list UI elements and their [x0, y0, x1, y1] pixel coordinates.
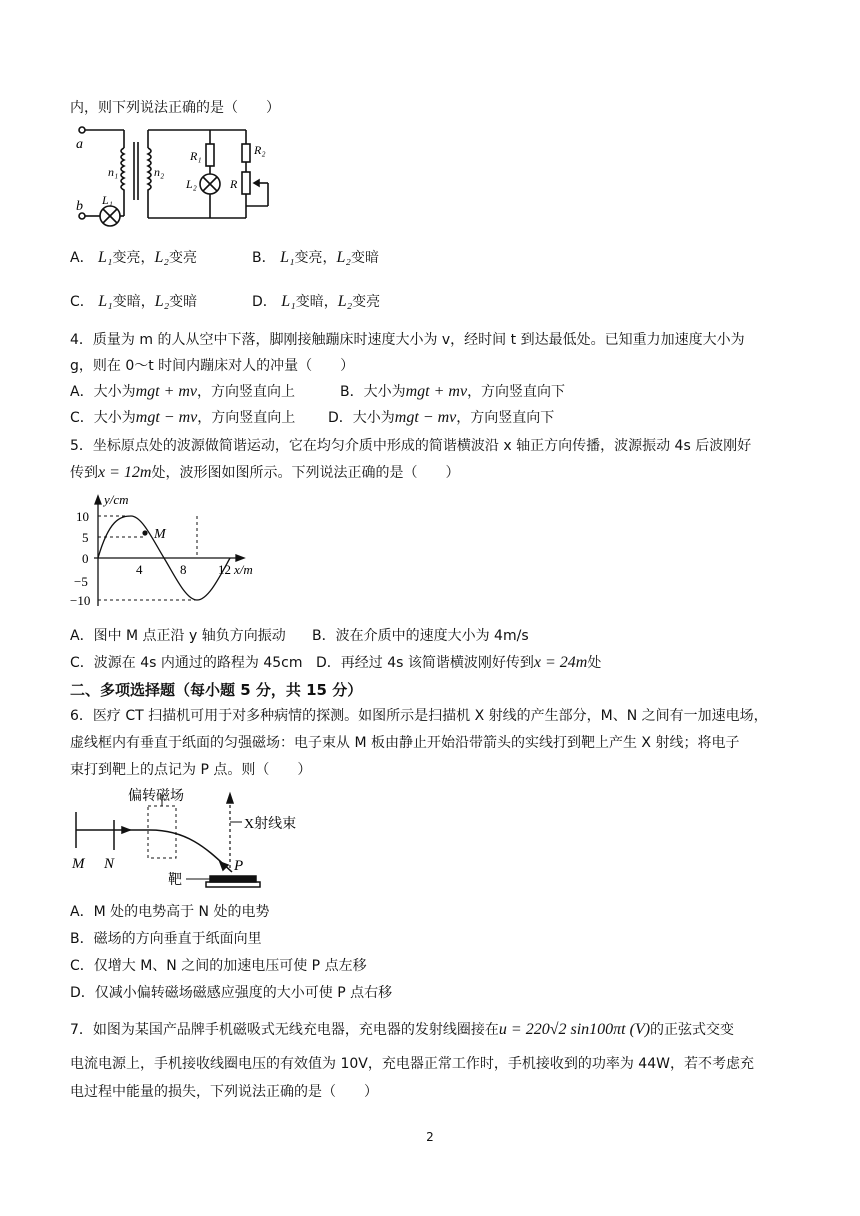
target-label: 靶	[168, 873, 182, 888]
q6-option-d: D．仅减小偏转磁场磁感应强度的大小可使 P 点右移	[70, 985, 393, 1001]
l2-label: L₂	[186, 177, 197, 191]
y-tick-10: 10	[76, 509, 89, 524]
plate-n-label: N	[104, 856, 115, 872]
n1-label: n₁	[108, 165, 119, 179]
q4-option-c: C．大小为mgt − mv，方向竖直向上	[70, 409, 296, 426]
x-tick-12: 12	[218, 562, 231, 577]
q7-stem-line3: 电过程中能量的损失，下列说法正确的是（ ）	[70, 1084, 378, 1100]
q5-option-d: D．再经过 4s 该简谐横波刚好传到x = 24m处	[316, 654, 602, 671]
x-tick-8: 8	[180, 562, 187, 577]
q5-option-c: C．波源在 4s 内通过的路程为 45cm	[70, 655, 303, 671]
y-tick-neg5: −5	[74, 574, 88, 589]
q6-xray-figure	[70, 786, 350, 894]
r2-label: R₂	[254, 143, 266, 157]
x-tick-4: 4	[136, 562, 143, 577]
point-m-label: M	[154, 527, 166, 542]
q4-stem-line2: g，则在 0～t 时间内蹦床对人的冲量（ ）	[70, 358, 355, 374]
q3-option-c: C． L₁变暗，L₂变暗	[70, 293, 198, 310]
n2-label: n₂	[154, 165, 165, 179]
q6-stem-line3: 束打到靶上的点记为 P 点。则（ ）	[70, 762, 312, 778]
q4-option-b: B．大小为mgt + mv，方向竖直向下	[340, 383, 566, 400]
q5-option-a: A．图中 M 点正沿 y 轴负方向振动	[70, 628, 286, 644]
l1-label: L₁	[102, 193, 113, 207]
q6-stem-line2: 虚线框内有垂直于纸面的匀强磁场：电子束从 M 板由静止开始沿带箭头的实线打到靶上产生 X 射线；将电子	[70, 735, 740, 751]
q3-option-b: B． L₁变亮，L₂变暗	[252, 249, 379, 266]
point-p-label: P	[234, 858, 244, 874]
q6-option-b: B．磁场的方向垂直于纸面向里	[70, 931, 262, 947]
y-tick-5: 5	[82, 530, 89, 545]
r-label: R	[230, 177, 238, 191]
q5-stem-line1: 5．坐标原点处的波源做简谐运动，它在均匀介质中形成的简谐横波沿 x 轴正方向传播，波源振动 4s 后波刚好	[70, 438, 752, 454]
y-axis-label: y/cm	[104, 492, 129, 507]
q4-stem-line1: 4．质量为 m 的人从空中下落，脚刚接触蹦床时速度大小为 v，经时间 t 到达最低处。已知重力加速度大小为	[70, 332, 745, 348]
plate-m-label: M	[72, 856, 85, 872]
xray-label: X射线束	[244, 817, 297, 832]
q4-option-d: D．大小为mgt − mv，方向竖直向下	[328, 409, 555, 426]
q6-option-c: C．仅增大 M、N 之间的加速电压可使 P 点左移	[70, 958, 367, 974]
section-heading-multiple-choice: 二、多项选择题（每小题 5 分，共 15 分）	[70, 681, 363, 699]
page-number: 2	[426, 1130, 434, 1144]
q6-stem-line1: 6．医疗 CT 扫描机可用于对多种病情的探测。如图所示是扫描机 X 射线的产生部分，M、N 之间有一加速电场，	[70, 708, 768, 724]
q7-stem-line1: 7．如图为某国产品牌手机磁吸式无线充电器，充电器的发射线圈接在u = 220√2 sin100πt (V)的正弦式交变	[70, 1021, 735, 1038]
q4-option-a: A．大小为mgt + mv，方向竖直向上	[70, 383, 296, 400]
q3-option-d: D． L₁变暗，L₂变亮	[252, 293, 381, 310]
point-m	[142, 530, 147, 535]
y-tick-neg10: −10	[70, 593, 91, 608]
q7-stem-line2: 电流电源上，手机接收线圈电压的有效值为 10V，充电器正常工作时，手机接收到的功率为 44W，若不考虑充	[70, 1056, 754, 1072]
field-label: 偏转磁场	[128, 789, 184, 804]
q5-wave-graph	[70, 490, 270, 610]
q5-stem-line2: 传到x = 12m处，波形图如图所示。下列说法正确的是（ ）	[70, 464, 460, 481]
q3-stem: 内，则下列说法正确的是（ ）	[70, 100, 280, 116]
y-tick-0: 0	[82, 551, 89, 566]
x-axis-label: x/m	[234, 562, 253, 577]
q3-option-a: A． L₁变亮，L₂变亮	[70, 249, 197, 266]
terminal-a-label: a	[76, 137, 83, 152]
terminal-b-label: b	[76, 199, 83, 214]
q3-circuit-diagram	[72, 120, 282, 230]
r1-label: R₁	[190, 149, 202, 163]
q6-option-a: A．M 处的电势高于 N 处的电势	[70, 904, 270, 920]
q5-option-b: B．波在介质中的速度大小为 4m/s	[312, 628, 529, 644]
